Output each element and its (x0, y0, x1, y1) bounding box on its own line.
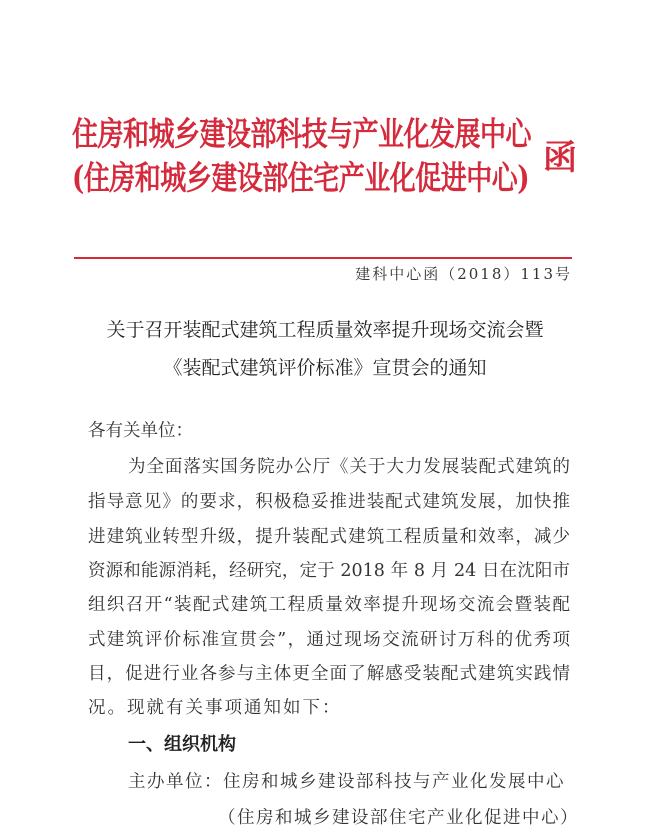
notice-title-line-2: 《装配式建筑评价标准》宣贯会的通知 (163, 357, 487, 379)
body-line: 况。现就有关事项通知如下： (88, 698, 342, 718)
host-unit: 主办单位：住房和城乡建设部科技与产业化发展中心 (128, 772, 565, 792)
body-line: 组织召开“装配式建筑工程质量效率提升现场交流会暨装配 (88, 595, 570, 615)
host-unit-alt: （住房和城乡建设部住宅产业化促进中心） (218, 808, 579, 828)
body-line: 式建筑评价标准宣贯会”，通过现场交流研讨万科的优秀项 (88, 630, 570, 650)
body-line: 为全面落实国务院办公厅《关于大力发展装配式建筑的 (128, 457, 570, 477)
notice-title-line-1: 关于召开装配式建筑工程质量效率提升现场交流会暨 (106, 319, 544, 341)
body-line: 指导意见》的要求，积极稳妥推进装配式建筑发展，加快推 (88, 492, 570, 512)
body-line: 资源和能源消耗，经研究，定于 2018 年 8 月 24 日在沈阳市 (88, 561, 570, 581)
letterhead-type: 函 (543, 138, 577, 178)
letterhead-line-1: 住房和城乡建设部科技与产业化发展中心 (72, 116, 532, 154)
document-number: 建科中心函（2018）113号 (355, 265, 572, 283)
body-line: 目，促进行业各参与主体更全面了解感受装配式建筑实践情 (88, 664, 570, 684)
section-heading: 一、组织机构 (128, 734, 236, 755)
red-divider (74, 257, 572, 259)
greeting: 各有关单位： (88, 421, 193, 441)
letterhead-line-2: (住房和城乡建设部住宅产业化促进中心) (72, 160, 530, 198)
body-line: 进建筑业转型升级，提升装配式建筑工程质量和效率，减少 (88, 527, 570, 547)
